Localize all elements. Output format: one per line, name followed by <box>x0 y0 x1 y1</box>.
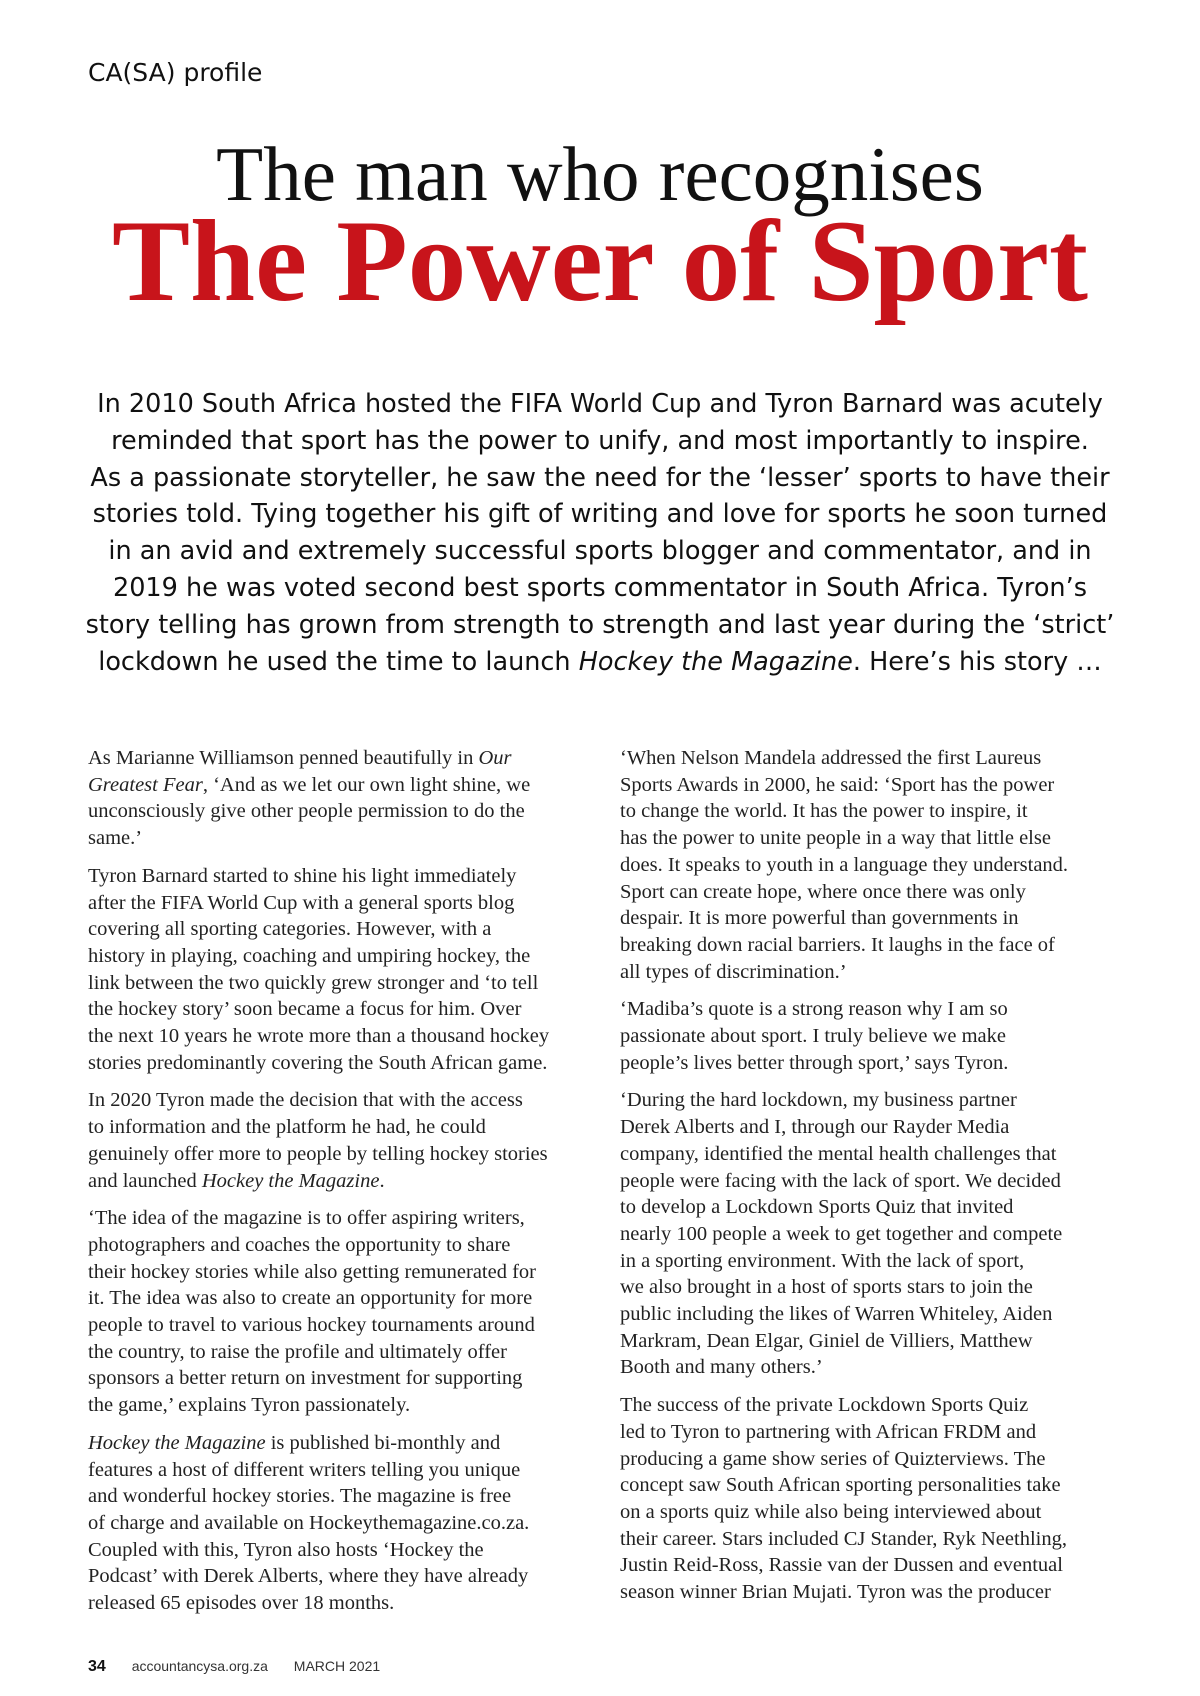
text-line <box>88 1232 608 1259</box>
text-segment: and wonderful hockey stories. The magazine is free <box>88 1485 512 1508</box>
italic-title-text: Hockey the Magazine <box>578 646 853 677</box>
text-line <box>80 386 1120 423</box>
text-segment: . <box>379 1169 385 1192</box>
text-line <box>88 1590 608 1617</box>
text-segment: features a host of different writers telling you unique <box>88 1458 521 1481</box>
text-segment: is published bi-monthly and <box>265 1431 501 1454</box>
text-segment: covering all sporting categories. However, with a <box>88 918 492 941</box>
text-segment: company, identified the mental health challenges that <box>620 1142 1057 1165</box>
body-paragraph <box>620 996 1136 1076</box>
text-segment: sponsors a better return on investment for supporting <box>88 1367 523 1390</box>
text-segment: in an avid and extremely successful sports blogger and commentator, and in <box>108 536 1092 567</box>
text-line <box>620 1354 1136 1381</box>
text-line <box>88 863 608 890</box>
body-paragraph <box>620 1392 1136 1606</box>
text-segment: lockdown he used the time to launch <box>98 646 579 677</box>
text-segment: we also brought in a host of sports stars to join the <box>620 1276 1033 1299</box>
text-segment: ‘The idea of the magazine is to offer aspiring writers, <box>88 1207 525 1230</box>
intro-standfirst <box>80 386 1120 680</box>
text-line <box>88 745 608 772</box>
text-line <box>88 1114 608 1141</box>
body-paragraph <box>88 1430 608 1617</box>
text-line <box>620 852 1136 879</box>
text-line <box>80 644 1120 681</box>
text-segment: season winner Brian Mujati. Tyron was the producer <box>620 1581 1051 1604</box>
text-line <box>620 959 1136 986</box>
text-line <box>88 943 608 970</box>
text-segment: As a passionate storyteller, he saw the need for the ‘lesser’ sports to have their <box>90 462 1110 493</box>
text-line <box>88 1365 608 1392</box>
text-segment: has the power to unite people in a way that little else <box>620 827 1051 850</box>
text-line <box>620 1301 1136 1328</box>
italic-title-text: Our <box>478 747 512 769</box>
text-line <box>88 916 608 943</box>
text-segment: it. The idea was also to create an opportunity for more <box>88 1287 533 1310</box>
text-segment: and launched <box>88 1169 202 1192</box>
text-line <box>620 1141 1136 1168</box>
text-line <box>88 1141 608 1168</box>
text-segment: despair. It is more powerful than governments in <box>620 907 1019 930</box>
text-segment: their hockey stories while also getting remunerated for <box>88 1260 537 1283</box>
text-segment: Coupled with this, Tyron also hosts ‘Hockey the <box>88 1538 484 1561</box>
text-segment: Markram, Dean Elgar, Giniel de Villiers, Matthew <box>620 1329 1033 1352</box>
text-line <box>80 496 1120 533</box>
text-line <box>620 798 1136 825</box>
text-segment: the hockey story’ soon became a focus for him. Over <box>88 998 522 1021</box>
text-line <box>620 932 1136 959</box>
text-segment: The success of the private Lockdown Sports Quiz <box>620 1394 1029 1417</box>
headline-line-2: The Power of Sport <box>112 197 1088 326</box>
text-segment: released 65 episodes over 18 months. <box>88 1592 395 1615</box>
text-line <box>620 825 1136 852</box>
text-segment: ‘When Nelson Mandela addressed the first Laureus <box>620 747 1042 769</box>
text-segment: stories told. Tying together his gift of writing and love for sports he soon turned <box>92 499 1108 530</box>
text-line <box>80 460 1120 497</box>
text-line <box>88 1205 608 1232</box>
text-segment: public including the likes of Warren Whiteley, Aiden <box>620 1303 1053 1326</box>
text-segment: In 2020 Tyron made the decision that with the access <box>88 1089 523 1112</box>
text-line <box>88 1537 608 1564</box>
text-line <box>620 1194 1136 1221</box>
text-line <box>620 1023 1136 1050</box>
text-line <box>620 1168 1136 1195</box>
text-line <box>620 772 1136 799</box>
text-line <box>88 970 608 997</box>
text-line <box>620 745 1136 772</box>
text-line <box>620 1221 1136 1248</box>
body-paragraph <box>88 1087 608 1194</box>
text-line <box>88 1087 608 1114</box>
text-line <box>620 1392 1136 1419</box>
text-segment: 2019 he was voted second best sports commentator in South Africa. Tyron’s <box>112 572 1087 603</box>
text-segment: Podcast’ with Derek Alberts, where they have already <box>88 1565 529 1588</box>
text-segment: people’s lives better through sport,’ says Tyron. <box>620 1051 1009 1074</box>
text-segment: Derek Alberts and I, through our Rayder Media <box>620 1116 1010 1139</box>
text-segment: ‘Madiba’s quote is a strong reason why I am so <box>620 998 1008 1021</box>
section-label: CA(SA) profile <box>88 58 263 87</box>
text-segment: of charge and available on Hockeythemagazine.co.za. <box>88 1511 530 1534</box>
body-paragraph <box>88 745 608 852</box>
text-line <box>80 570 1120 607</box>
text-segment: to change the world. It has the power to inspire, it <box>620 800 1028 823</box>
text-segment: to develop a Lockdown Sports Quiz that invited <box>620 1196 1014 1219</box>
text-line <box>88 1285 608 1312</box>
text-line <box>88 1259 608 1286</box>
text-segment: their career. Stars included CJ Stander, Ryk Neethling, <box>620 1527 1067 1550</box>
text-segment: the next 10 years he wrote more than a thousand hockey <box>88 1025 550 1048</box>
text-line <box>88 1023 608 1050</box>
text-segment: to information and the platform he had, he could <box>88 1116 486 1139</box>
text-segment: link between the two quickly grew stronger and ‘to tell <box>88 971 539 994</box>
text-segment: people to travel to various hockey tournaments around <box>88 1314 535 1337</box>
page-number: 34 <box>88 1658 106 1675</box>
text-line <box>88 1339 608 1366</box>
text-line <box>620 879 1136 906</box>
text-segment: led to Tyron to partnering with African FRDM and <box>620 1420 1037 1443</box>
text-line <box>88 1392 608 1419</box>
body-paragraph <box>88 1205 608 1419</box>
text-line <box>620 1328 1136 1355</box>
italic-title-text: Hockey the Magazine <box>201 1169 380 1192</box>
text-line <box>620 1087 1136 1114</box>
text-line <box>620 1114 1136 1141</box>
text-line <box>80 533 1120 570</box>
text-segment: concept saw South African sporting personalities take <box>620 1474 1061 1497</box>
body-paragraph <box>88 863 608 1077</box>
text-segment: Booth and many others.’ <box>620 1356 823 1379</box>
text-segment: reminded that sport has the power to unify, and most importantly to inspire. <box>111 425 1089 456</box>
text-line <box>620 1579 1136 1606</box>
text-segment: In 2010 South Africa hosted the FIFA World Cup and Tyron Barnard was acutely <box>97 389 1103 419</box>
text-line <box>88 1563 608 1590</box>
text-segment: story telling has grown from strength to strength and last year during the ‘strict’ <box>85 609 1115 640</box>
text-line <box>88 1430 608 1457</box>
text-segment: unconsciously give other people permission to do the <box>88 800 525 823</box>
text-line <box>88 825 608 852</box>
footer-site: accountancysa.org.za <box>131 1658 268 1674</box>
text-line <box>88 1168 608 1195</box>
text-segment: history in playing, coaching and umpiring hockey, the <box>88 944 531 967</box>
text-line <box>620 1050 1136 1077</box>
text-segment: same.’ <box>88 827 143 850</box>
text-line <box>620 1248 1136 1275</box>
text-segment: Justin Reid-Ross, Rassie van der Dussen and eventual <box>620 1554 1063 1577</box>
page-footer <box>88 1658 380 1676</box>
text-segment: ‘During the hard lockdown, my business partner <box>620 1089 1017 1112</box>
text-segment: Sport can create hope, where once there was only <box>620 880 1026 903</box>
text-segment: . Here’s his story … <box>852 646 1102 677</box>
text-line <box>620 996 1136 1023</box>
text-segment: all types of discrimination.’ <box>620 960 847 983</box>
text-line <box>88 890 608 917</box>
text-line <box>620 1499 1136 1526</box>
text-line <box>620 1274 1136 1301</box>
headline-line-1: The man who recognises <box>216 131 984 217</box>
text-segment: producing a game show series of Quizterviews. The <box>620 1447 1046 1470</box>
text-line <box>620 1472 1136 1499</box>
text-line <box>620 1446 1136 1473</box>
text-line <box>88 1050 608 1077</box>
text-line <box>88 1483 608 1510</box>
text-segment: genuinely offer more to people by telling hockey stories <box>88 1142 548 1165</box>
text-segment: passionate about sport. I truly believe we make <box>620 1025 1006 1048</box>
italic-title-text: Greatest Fear <box>88 773 203 796</box>
text-segment: in a sporting environment. With the lack of sport, <box>620 1249 1025 1272</box>
text-segment: Tyron Barnard started to shine his light immediately <box>88 864 517 887</box>
text-line <box>80 607 1120 644</box>
text-line <box>88 1312 608 1339</box>
text-segment: As Marianne Williamson penned beautifully in <box>88 747 479 769</box>
text-line <box>88 1457 608 1484</box>
text-segment: breaking down racial barriers. It laughs in the face of <box>620 933 1055 956</box>
article-column-right <box>620 745 1136 1617</box>
text-line <box>80 423 1120 460</box>
italic-title-text: Hockey the Magazine <box>88 1431 266 1454</box>
text-segment: nearly 100 people a week to get together and compete <box>620 1222 1063 1245</box>
text-segment: on a sports quiz while also being interviewed about <box>620 1500 1042 1523</box>
text-line <box>620 1552 1136 1579</box>
text-line <box>620 905 1136 932</box>
text-segment: does. It speaks to youth in a language they understand. <box>620 853 1069 876</box>
text-segment: stories predominantly covering the South African game. <box>88 1051 548 1074</box>
text-line <box>88 996 608 1023</box>
text-segment: photographers and coaches the opportunity to share <box>88 1233 511 1256</box>
text-line <box>88 1510 608 1537</box>
text-line <box>88 798 608 825</box>
text-segment: Sports Awards in 2000, he said: ‘Sport has the power <box>620 773 1055 796</box>
text-segment: the game,’ explains Tyron passionately. <box>88 1394 411 1417</box>
text-line <box>620 1526 1136 1553</box>
footer-issue: MARCH 2021 <box>293 1658 381 1674</box>
text-segment: people were facing with the lack of sport. We decided <box>620 1169 1061 1192</box>
body-paragraph <box>620 1087 1136 1381</box>
text-line <box>88 772 608 799</box>
body-paragraph <box>620 745 1136 985</box>
text-segment: after the FIFA World Cup with a general sports blog <box>88 891 515 914</box>
article-column-left <box>88 745 608 1628</box>
text-segment: , ‘And as we let our own light shine, we <box>202 773 531 796</box>
text-segment: the country, to raise the profile and ultimately offer <box>88 1340 507 1363</box>
text-line <box>620 1419 1136 1446</box>
